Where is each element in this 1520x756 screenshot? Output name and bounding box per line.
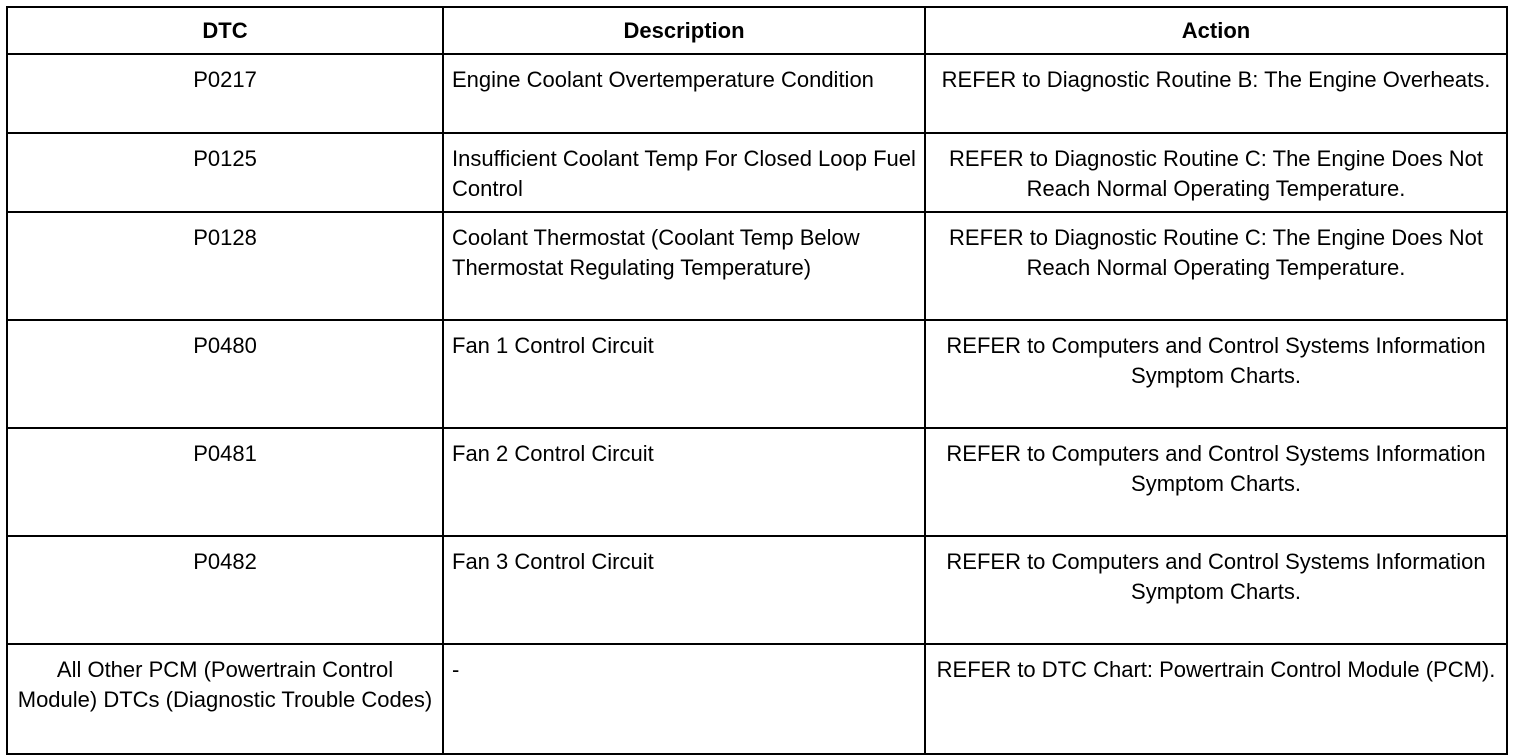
action-cell: REFER to Diagnostic Routine B: The Engine Overheats. [925, 54, 1507, 133]
description-cell: Engine Coolant Overtemperature Condition [443, 54, 925, 133]
dtc-cell: P0217 [7, 54, 443, 133]
header-row [7, 7, 1507, 54]
dtc-cell: P0125 [7, 133, 443, 212]
action-cell: REFER to Computers and Control Systems Information Symptom Charts. [925, 536, 1507, 644]
dtc-cell: P0480 [7, 320, 443, 428]
dtc-cell: All Other PCM (Powertrain Control Module) DTCs (Diagnostic Trouble Codes) [7, 644, 443, 754]
table-row [7, 644, 1507, 754]
table-row [7, 54, 1507, 133]
action-cell: REFER to DTC Chart: Powertrain Control Module (PCM). [925, 644, 1507, 754]
action-cell: REFER to Diagnostic Routine C: The Engine Does Not Reach Normal Operating Temperature. [925, 133, 1507, 212]
dtc-cell: P0482 [7, 536, 443, 644]
action-cell: REFER to Computers and Control Systems Information Symptom Charts. [925, 320, 1507, 428]
action-cell: REFER to Diagnostic Routine C: The Engine Does Not Reach Normal Operating Temperature. [925, 212, 1507, 320]
table-row [7, 320, 1507, 428]
description-cell: Insufficient Coolant Temp For Closed Loop Fuel Control [443, 133, 925, 212]
table-row [7, 133, 1507, 212]
dtc-table [6, 6, 1508, 755]
dtc-cell: P0128 [7, 212, 443, 320]
header-description: Description [443, 7, 925, 54]
description-cell: Fan 2 Control Circuit [443, 428, 925, 536]
description-cell: - [443, 644, 925, 754]
action-cell: REFER to Computers and Control Systems Information Symptom Charts. [925, 428, 1507, 536]
table-header [7, 7, 1507, 54]
table-row [7, 428, 1507, 536]
table-body [7, 54, 1507, 754]
header-action: Action [925, 7, 1507, 54]
header-dtc: DTC [7, 7, 443, 54]
description-cell: Fan 1 Control Circuit [443, 320, 925, 428]
description-cell: Coolant Thermostat (Coolant Temp Below Thermostat Regulating Temperature) [443, 212, 925, 320]
dtc-cell: P0481 [7, 428, 443, 536]
description-cell: Fan 3 Control Circuit [443, 536, 925, 644]
table-row [7, 536, 1507, 644]
table-row [7, 212, 1507, 320]
